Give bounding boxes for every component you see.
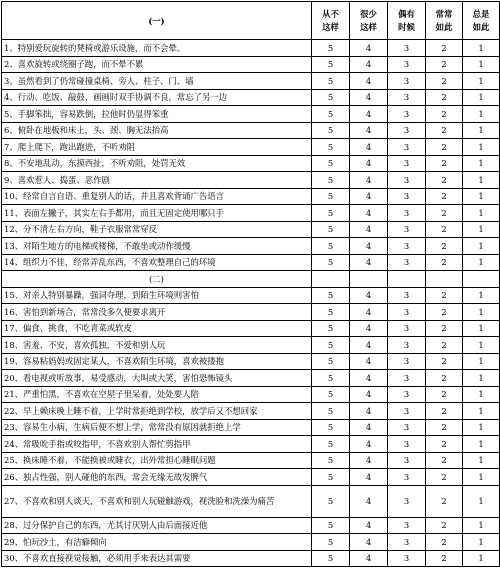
- score-cell[interactable]: 5: [312, 106, 350, 123]
- question-text: 7、爬上爬下，跑出跑进，不听劝阻: [2, 139, 312, 156]
- table-row: [2, 172, 500, 189]
- question-text: 14、组织力不佳，经常弄乱东西，不喜欢整理自己的环境: [2, 254, 312, 271]
- section-row: [2, 271, 500, 288]
- score-cell[interactable]: 3: [388, 139, 426, 156]
- score-cell[interactable]: 1: [463, 469, 500, 486]
- score-cell[interactable]: 5: [312, 469, 350, 486]
- score-cell[interactable]: 2: [426, 40, 463, 57]
- table-row: [2, 320, 500, 337]
- score-cell[interactable]: 2: [426, 550, 463, 567]
- table-row: [2, 238, 500, 255]
- score-cell[interactable]: 1: [463, 452, 500, 469]
- question-text: 6、俯卧在地板和床上，头、颈、胸无法抬高: [2, 122, 312, 139]
- table-row: [2, 73, 500, 90]
- column-header: [426, 2, 463, 40]
- score-cell[interactable]: 3: [388, 205, 426, 222]
- score-cell[interactable]: 1: [463, 320, 500, 337]
- score-cell[interactable]: 2: [426, 353, 463, 370]
- score-cell[interactable]: 2: [426, 370, 463, 387]
- score-cell[interactable]: 1: [463, 419, 500, 436]
- table-row: [2, 452, 500, 469]
- table-row: [2, 56, 500, 73]
- score-cell[interactable]: 4: [350, 238, 388, 255]
- score-cell[interactable]: 4: [350, 40, 388, 57]
- column-header: [350, 2, 388, 40]
- score-cell[interactable]: 1: [463, 353, 500, 370]
- score-cell[interactable]: 3: [388, 436, 426, 453]
- score-cell[interactable]: 3: [388, 353, 426, 370]
- score-cell[interactable]: 4: [350, 172, 388, 189]
- score-cell[interactable]: 5: [312, 40, 350, 57]
- question-text: 30、不喜欢直接视觉接触，必须用手来表达其需要: [2, 550, 312, 567]
- table-row: [2, 353, 500, 370]
- table-row: [2, 550, 500, 567]
- score-cell[interactable]: 2: [426, 320, 463, 337]
- table-row: [2, 517, 500, 534]
- score-cell[interactable]: 3: [388, 386, 426, 403]
- score-cell[interactable]: 1: [463, 517, 500, 534]
- score-cell[interactable]: 5: [312, 122, 350, 139]
- table-row: [2, 40, 500, 57]
- score-cell[interactable]: 4: [350, 73, 388, 90]
- score-cell[interactable]: 1: [463, 172, 500, 189]
- score-cell[interactable]: 4: [350, 139, 388, 156]
- score-cell[interactable]: 3: [388, 337, 426, 354]
- question-text: 21、严重怕黑，不喜欢在空屋子里呆着，处处要人陪: [2, 386, 312, 403]
- table-row: [2, 155, 500, 172]
- score-cell[interactable]: 2: [426, 452, 463, 469]
- score-cell[interactable]: 2: [426, 188, 463, 205]
- score-cell[interactable]: 5: [312, 550, 350, 567]
- score-cell[interactable]: 5: [312, 172, 350, 189]
- score-cell[interactable]: 5: [312, 155, 350, 172]
- table-row: [2, 122, 500, 139]
- score-cell[interactable]: 4: [350, 550, 388, 567]
- score-cell[interactable]: 4: [350, 386, 388, 403]
- score-cell[interactable]: 1: [463, 403, 500, 420]
- score-cell[interactable]: 5: [312, 188, 350, 205]
- table-row: [2, 287, 500, 304]
- score-cell[interactable]: 2: [426, 517, 463, 534]
- score-cell[interactable]: 2: [426, 436, 463, 453]
- score-cell[interactable]: 1: [463, 221, 500, 238]
- score-cell[interactable]: 2: [426, 205, 463, 222]
- score-cell[interactable]: 4: [350, 517, 388, 534]
- question-text: 13、对陌生地方的电梯或楼梯，不敢坐或动作缓慢: [2, 238, 312, 255]
- score-cell[interactable]: 3: [388, 155, 426, 172]
- score-cell[interactable]: 4: [350, 205, 388, 222]
- question-text: 8、不安地乱动，东摸西扯，不听劝阻，处罚无效: [2, 155, 312, 172]
- score-cell[interactable]: 5: [312, 534, 350, 551]
- score-cell[interactable]: 4: [350, 436, 388, 453]
- table-row: [2, 485, 500, 517]
- score-cell[interactable]: 5: [312, 238, 350, 255]
- score-cell[interactable]: 1: [463, 205, 500, 222]
- question-text: 17、偏食、挑食，不吃青菜或软皮: [2, 320, 312, 337]
- header-row: [2, 2, 500, 40]
- score-cell[interactable]: 1: [463, 534, 500, 551]
- score-cell[interactable]: 1: [463, 106, 500, 123]
- column-header-line: 如此: [435, 21, 453, 32]
- empty-cell: [388, 271, 426, 288]
- score-cell[interactable]: 5: [312, 89, 350, 106]
- score-cell[interactable]: 3: [388, 238, 426, 255]
- score-cell[interactable]: 2: [426, 155, 463, 172]
- table-row: [2, 370, 500, 387]
- question-text: 5、手脚笨拙，容易跌倒，拉他时仍显得笨重: [2, 106, 312, 123]
- score-cell[interactable]: 1: [463, 73, 500, 90]
- score-cell[interactable]: 4: [350, 534, 388, 551]
- score-cell[interactable]: 5: [312, 353, 350, 370]
- table-row: [2, 221, 500, 238]
- score-cell[interactable]: 3: [388, 254, 426, 271]
- score-cell[interactable]: 4: [350, 188, 388, 205]
- question-text: 12、分不清左右方向，鞋子衣服常常穿反: [2, 221, 312, 238]
- questionnaire-table: [1, 1, 500, 567]
- column-header-line: 很少: [360, 8, 377, 19]
- question-text: 29、怕玩沙土，有洁癖倾向: [2, 534, 312, 551]
- score-cell[interactable]: 1: [463, 304, 500, 321]
- score-cell[interactable]: 5: [312, 221, 350, 238]
- question-text: 18、害羞、不安，喜欢孤独，不爱和别人玩: [2, 337, 312, 354]
- score-cell[interactable]: 2: [426, 73, 463, 90]
- score-cell[interactable]: 5: [312, 370, 350, 387]
- column-header-line: 如此: [472, 21, 490, 32]
- question-text: 16、害怕到新场合，常常没多久便要求离开: [2, 304, 312, 321]
- score-cell[interactable]: 2: [426, 172, 463, 189]
- score-cell[interactable]: 3: [388, 534, 426, 551]
- score-cell[interactable]: 5: [312, 517, 350, 534]
- table-row: [2, 386, 500, 403]
- score-cell[interactable]: 3: [388, 304, 426, 321]
- score-cell[interactable]: 1: [463, 287, 500, 304]
- table-row: [2, 403, 500, 420]
- score-cell[interactable]: 4: [350, 469, 388, 486]
- score-cell[interactable]: 1: [463, 436, 500, 453]
- question-text: 23、容易生小病，生病后便不想上学，常常没有原因就拒绝上学: [2, 419, 312, 436]
- question-text: 3、虽然看到了仍常碰撞桌椅、旁人、柱子、门、墙: [2, 73, 312, 90]
- question-text: 22、早上赖床晚上睡不着，上学时常拒绝到学校，放学后又不想回家: [2, 403, 312, 420]
- question-text: 26、独占性强，别人碰他的东西，常会无缘无故发脾气: [2, 469, 312, 486]
- score-cell[interactable]: 2: [426, 337, 463, 354]
- table-row: [2, 469, 500, 486]
- score-cell[interactable]: 2: [426, 106, 463, 123]
- score-cell[interactable]: 2: [426, 287, 463, 304]
- score-cell[interactable]: 2: [426, 386, 463, 403]
- score-cell[interactable]: 4: [350, 452, 388, 469]
- empty-cell: [350, 271, 388, 288]
- score-cell[interactable]: 2: [426, 221, 463, 238]
- score-cell[interactable]: 3: [388, 40, 426, 57]
- empty-cell: [426, 271, 463, 288]
- score-cell[interactable]: 2: [426, 403, 463, 420]
- question-text: 1、特别爱玩旋转的凳椅或游乐设施，而不会晕。: [2, 40, 312, 57]
- column-header-line: 常常: [435, 8, 453, 19]
- score-cell[interactable]: 4: [350, 106, 388, 123]
- column-header-line: 这样: [322, 21, 339, 32]
- score-cell[interactable]: 2: [426, 89, 463, 106]
- score-cell[interactable]: 1: [463, 139, 500, 156]
- column-header: [463, 2, 500, 40]
- column-header-line: 总是: [472, 8, 490, 19]
- score-cell[interactable]: 3: [388, 469, 426, 486]
- score-cell[interactable]: 1: [463, 386, 500, 403]
- score-cell[interactable]: 4: [350, 287, 388, 304]
- score-cell[interactable]: 1: [463, 370, 500, 387]
- score-cell[interactable]: 4: [350, 254, 388, 271]
- table-row: [2, 436, 500, 453]
- score-cell[interactable]: 3: [388, 56, 426, 73]
- score-cell[interactable]: 1: [463, 485, 500, 517]
- score-cell[interactable]: 3: [388, 419, 426, 436]
- score-cell[interactable]: 4: [350, 304, 388, 321]
- column-header-line: 这样: [360, 21, 377, 32]
- score-cell[interactable]: 5: [312, 403, 350, 420]
- score-cell[interactable]: 1: [463, 254, 500, 271]
- score-cell[interactable]: 5: [312, 139, 350, 156]
- score-cell[interactable]: 4: [350, 221, 388, 238]
- score-cell[interactable]: 2: [426, 56, 463, 73]
- score-cell[interactable]: 2: [426, 139, 463, 156]
- score-cell[interactable]: 5: [312, 320, 350, 337]
- score-cell[interactable]: 4: [350, 337, 388, 354]
- question-text: 2、喜欢旋转或绕圈子跑，而不晕不累: [2, 56, 312, 73]
- score-cell[interactable]: 2: [426, 485, 463, 517]
- score-cell[interactable]: 5: [312, 56, 350, 73]
- score-cell[interactable]: 3: [388, 550, 426, 567]
- score-cell[interactable]: 1: [463, 238, 500, 255]
- score-cell[interactable]: 4: [350, 370, 388, 387]
- column-header-line: 时候: [398, 21, 415, 32]
- question-text: 27、不喜欢和别人谈天，不喜欢和别人玩碰触游戏，视洗脸和洗澡为痛苦: [2, 485, 312, 517]
- score-cell[interactable]: 1: [463, 40, 500, 57]
- score-cell[interactable]: 2: [426, 534, 463, 551]
- table-row: [2, 304, 500, 321]
- score-cell[interactable]: 3: [388, 89, 426, 106]
- score-cell[interactable]: 2: [426, 122, 463, 139]
- score-cell[interactable]: 2: [426, 254, 463, 271]
- table-row: [2, 205, 500, 222]
- score-cell[interactable]: 3: [388, 73, 426, 90]
- score-cell[interactable]: 4: [350, 419, 388, 436]
- score-cell[interactable]: 3: [388, 517, 426, 534]
- section-heading-2: (二): [2, 271, 312, 288]
- score-cell[interactable]: 2: [426, 419, 463, 436]
- score-cell[interactable]: 5: [312, 254, 350, 271]
- question-text: 25、换床睡不着，不能换被或睡衣，出外常担心睡眠问题: [2, 452, 312, 469]
- score-cell[interactable]: 3: [388, 403, 426, 420]
- table-row: [2, 337, 500, 354]
- score-cell[interactable]: 3: [388, 106, 426, 123]
- column-header-line: 偶有: [398, 8, 415, 19]
- score-cell[interactable]: 3: [388, 485, 426, 517]
- score-cell[interactable]: 2: [426, 238, 463, 255]
- score-cell[interactable]: 1: [463, 550, 500, 567]
- question-text: 4、行动、吃饭、敲鼓、画画时双手协调不良，常忘了另一边: [2, 89, 312, 106]
- score-cell[interactable]: 3: [388, 452, 426, 469]
- score-cell[interactable]: 5: [312, 337, 350, 354]
- table-row: [2, 106, 500, 123]
- score-cell[interactable]: 5: [312, 205, 350, 222]
- question-text: 20、看电视或听故事，易受感动，大叫或大笑，害怕恐怖镜头: [2, 370, 312, 387]
- question-text: 24、常吸吮手指或咬指甲，不喜欢别人帮忙剪指甲: [2, 436, 312, 453]
- score-cell[interactable]: 5: [312, 287, 350, 304]
- score-cell[interactable]: 4: [350, 353, 388, 370]
- score-cell[interactable]: 3: [388, 287, 426, 304]
- score-cell[interactable]: 1: [463, 155, 500, 172]
- question-text: 15、对亲人特别暴躁，强词夺理，到陌生环境则害怕: [2, 287, 312, 304]
- table-row: [2, 254, 500, 271]
- score-cell[interactable]: 1: [463, 188, 500, 205]
- table-row: [2, 419, 500, 436]
- question-text: 9、喜欢惹人、捣蛋、恶作剧: [2, 172, 312, 189]
- column-header: [312, 2, 350, 40]
- score-cell[interactable]: 2: [426, 304, 463, 321]
- score-cell[interactable]: 4: [350, 403, 388, 420]
- score-cell[interactable]: 3: [388, 188, 426, 205]
- empty-cell: [312, 271, 350, 288]
- column-header-line: 从不: [322, 8, 339, 19]
- score-cell[interactable]: 3: [388, 172, 426, 189]
- score-cell[interactable]: 5: [312, 304, 350, 321]
- empty-cell: [463, 271, 500, 288]
- score-cell[interactable]: 1: [463, 337, 500, 354]
- score-cell[interactable]: 3: [388, 122, 426, 139]
- score-cell[interactable]: 5: [312, 419, 350, 436]
- score-cell[interactable]: 5: [312, 73, 350, 90]
- score-cell[interactable]: 1: [463, 56, 500, 73]
- score-cell[interactable]: 4: [350, 122, 388, 139]
- score-cell[interactable]: 3: [388, 370, 426, 387]
- score-cell[interactable]: 3: [388, 221, 426, 238]
- score-cell[interactable]: 3: [388, 320, 426, 337]
- question-text: 10、经常自言自语、重复别人的话，并且喜欢背诵广告语言: [2, 188, 312, 205]
- score-cell[interactable]: 5: [312, 452, 350, 469]
- score-cell[interactable]: 4: [350, 155, 388, 172]
- table-row: [2, 139, 500, 156]
- question-text: 19、容易粘妈妈或固定某人，不喜欢陌生环境，喜欢被搂抱: [2, 353, 312, 370]
- score-cell[interactable]: 5: [312, 386, 350, 403]
- score-cell[interactable]: 1: [463, 89, 500, 106]
- score-cell[interactable]: 1: [463, 122, 500, 139]
- score-cell[interactable]: 4: [350, 56, 388, 73]
- score-cell[interactable]: 4: [350, 89, 388, 106]
- score-cell[interactable]: 4: [350, 320, 388, 337]
- question-text: 28、过分保护自己的东西，尤其讨厌别人由后面接近他: [2, 517, 312, 534]
- score-cell[interactable]: 4: [350, 485, 388, 517]
- table-row: [2, 534, 500, 551]
- score-cell[interactable]: 2: [426, 469, 463, 486]
- table-row: [2, 89, 500, 106]
- section-heading: (一): [2, 2, 312, 40]
- score-cell[interactable]: 5: [312, 485, 350, 517]
- score-cell[interactable]: 5: [312, 436, 350, 453]
- column-header: [388, 2, 426, 40]
- table-row: [2, 188, 500, 205]
- question-text: 11、表面左撇子，其实左右手都用，而且无固定使用哪只手: [2, 205, 312, 222]
